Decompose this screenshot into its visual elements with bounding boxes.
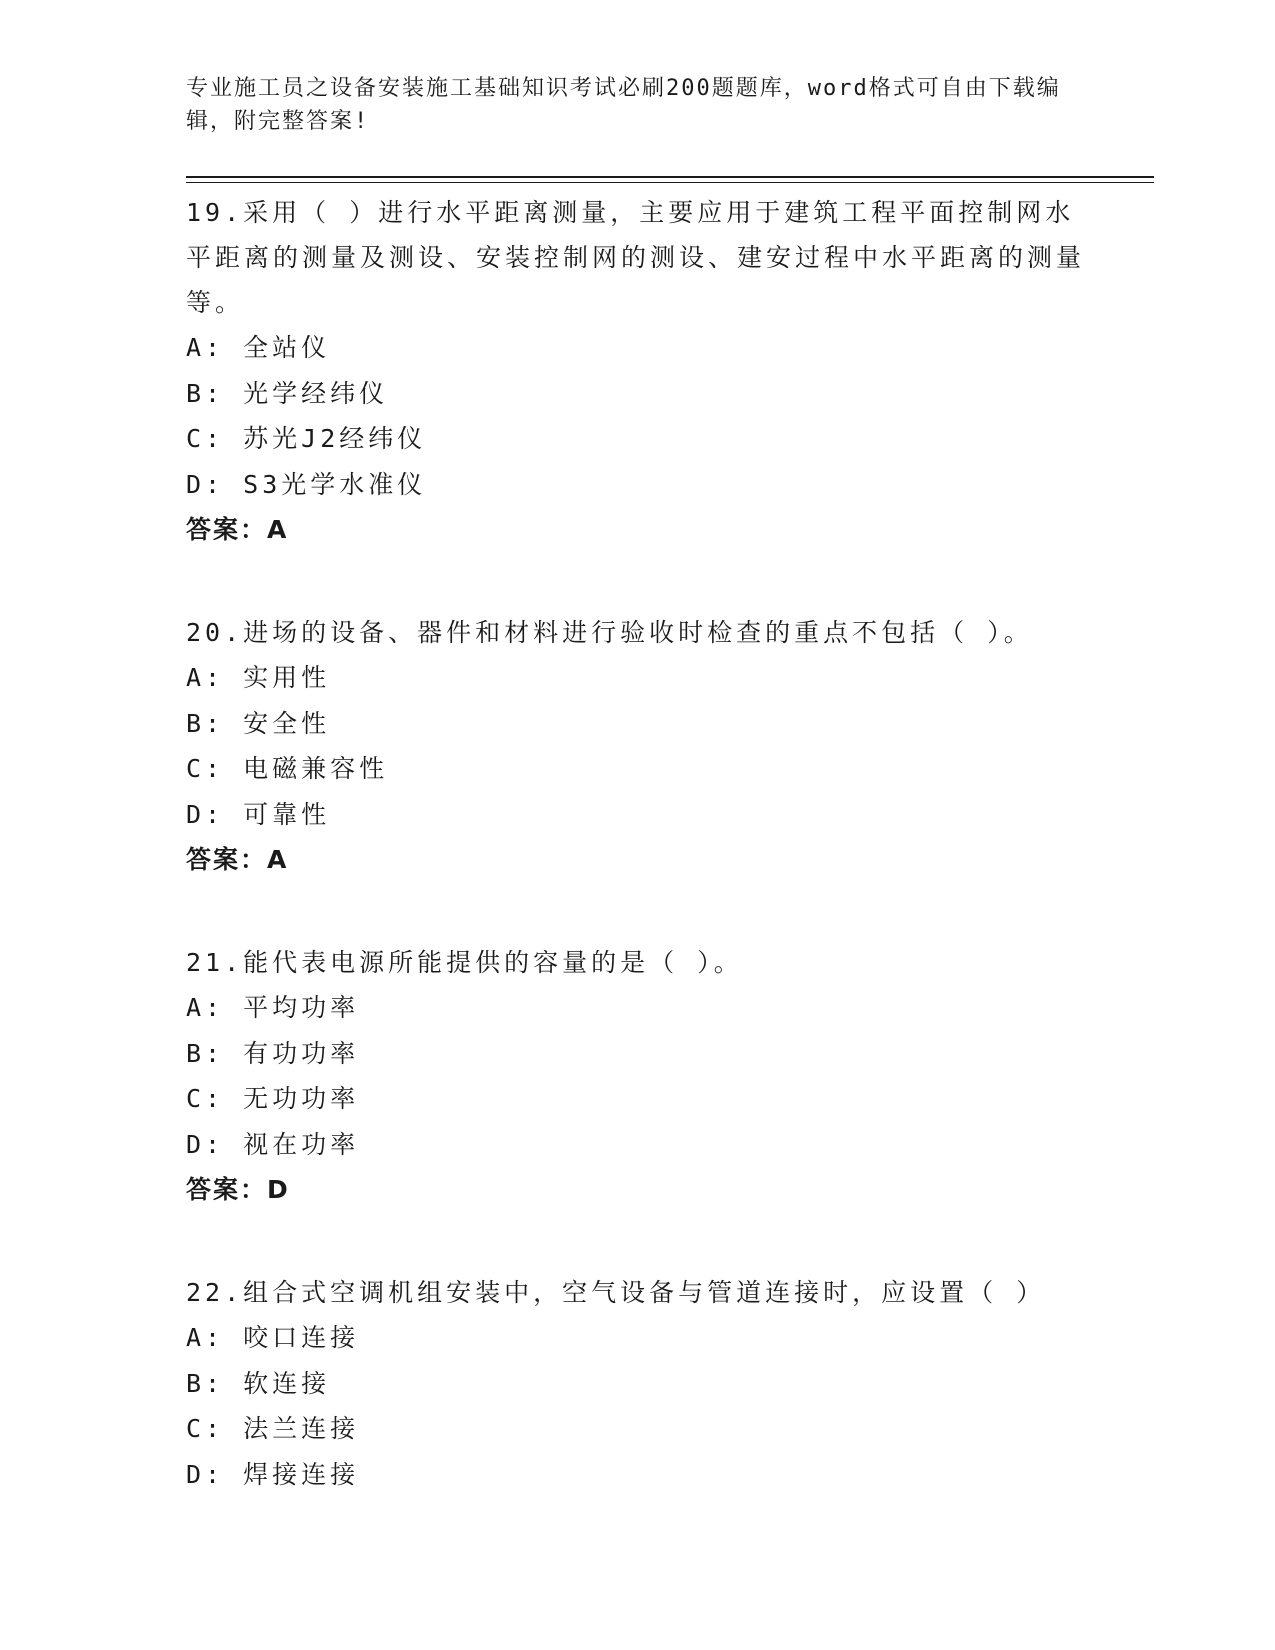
answer-line: [186, 1167, 1086, 1212]
option-b: B: 光学经纬仪: [186, 378, 389, 408]
option-d: D: 可靠性: [186, 799, 331, 829]
answer-label: 答案：: [186, 1175, 268, 1204]
question-stem: 19.采用（ ）进行水平距离测量，主要应用于建筑工程平面控制网水平距离的测量及测设、安装控制网的测设、建安过程中水平距离的测量等。: [186, 198, 1086, 317]
question-20: [186, 610, 1086, 882]
option-a: A: 咬口连接: [186, 1323, 360, 1352]
option-d: D: S3光学水准仪: [186, 469, 427, 499]
question-19: [186, 190, 1086, 552]
answer-value: A: [267, 515, 289, 544]
question-stem: 21.能代表电源所能提供的容量的是（ ）。: [186, 948, 743, 977]
option-d: D: 视在功率: [186, 1129, 360, 1159]
option-c: C: 无功功率: [186, 1084, 360, 1113]
answer-value: D: [267, 1175, 290, 1204]
answer-label: 答案：: [186, 845, 268, 874]
option-b: B: 安全性: [186, 708, 331, 738]
question-list: [186, 190, 1086, 1555]
option-a: A: 全站仪: [186, 333, 331, 362]
answer-value: A: [267, 845, 289, 874]
option-c: C: 苏光J2经纬仪: [186, 424, 427, 453]
option-a: A: 平均功率: [186, 993, 360, 1022]
header-divider-thick: [186, 176, 1154, 178]
question-stem: 22.组合式空调机组安装中，空气设备与管道连接时，应设置（ ）: [186, 1278, 1046, 1307]
answer-label: 答案：: [186, 515, 268, 544]
question-stem: 20.进场的设备、器件和材料进行验收时检查的重点不包括（ ）。: [186, 618, 1033, 647]
option-b: B: 有功功率: [186, 1038, 360, 1068]
question-22: [186, 1270, 1086, 1497]
option-c: C: 电磁兼容性: [186, 754, 389, 783]
answer-line: [186, 507, 1086, 552]
option-c: C: 法兰连接: [186, 1414, 360, 1443]
header-divider-thin: [186, 182, 1154, 183]
question-21: [186, 940, 1086, 1212]
answer-line: [186, 837, 1086, 882]
option-b: B: 软连接: [186, 1368, 331, 1398]
option-d: D: 焊接连接: [186, 1459, 360, 1489]
option-a: A: 实用性: [186, 663, 331, 692]
document-header: 专业施工员之设备安装施工基础知识考试必刷200题题库，word格式可自由下载编辑，附完整答案!: [186, 76, 1061, 134]
